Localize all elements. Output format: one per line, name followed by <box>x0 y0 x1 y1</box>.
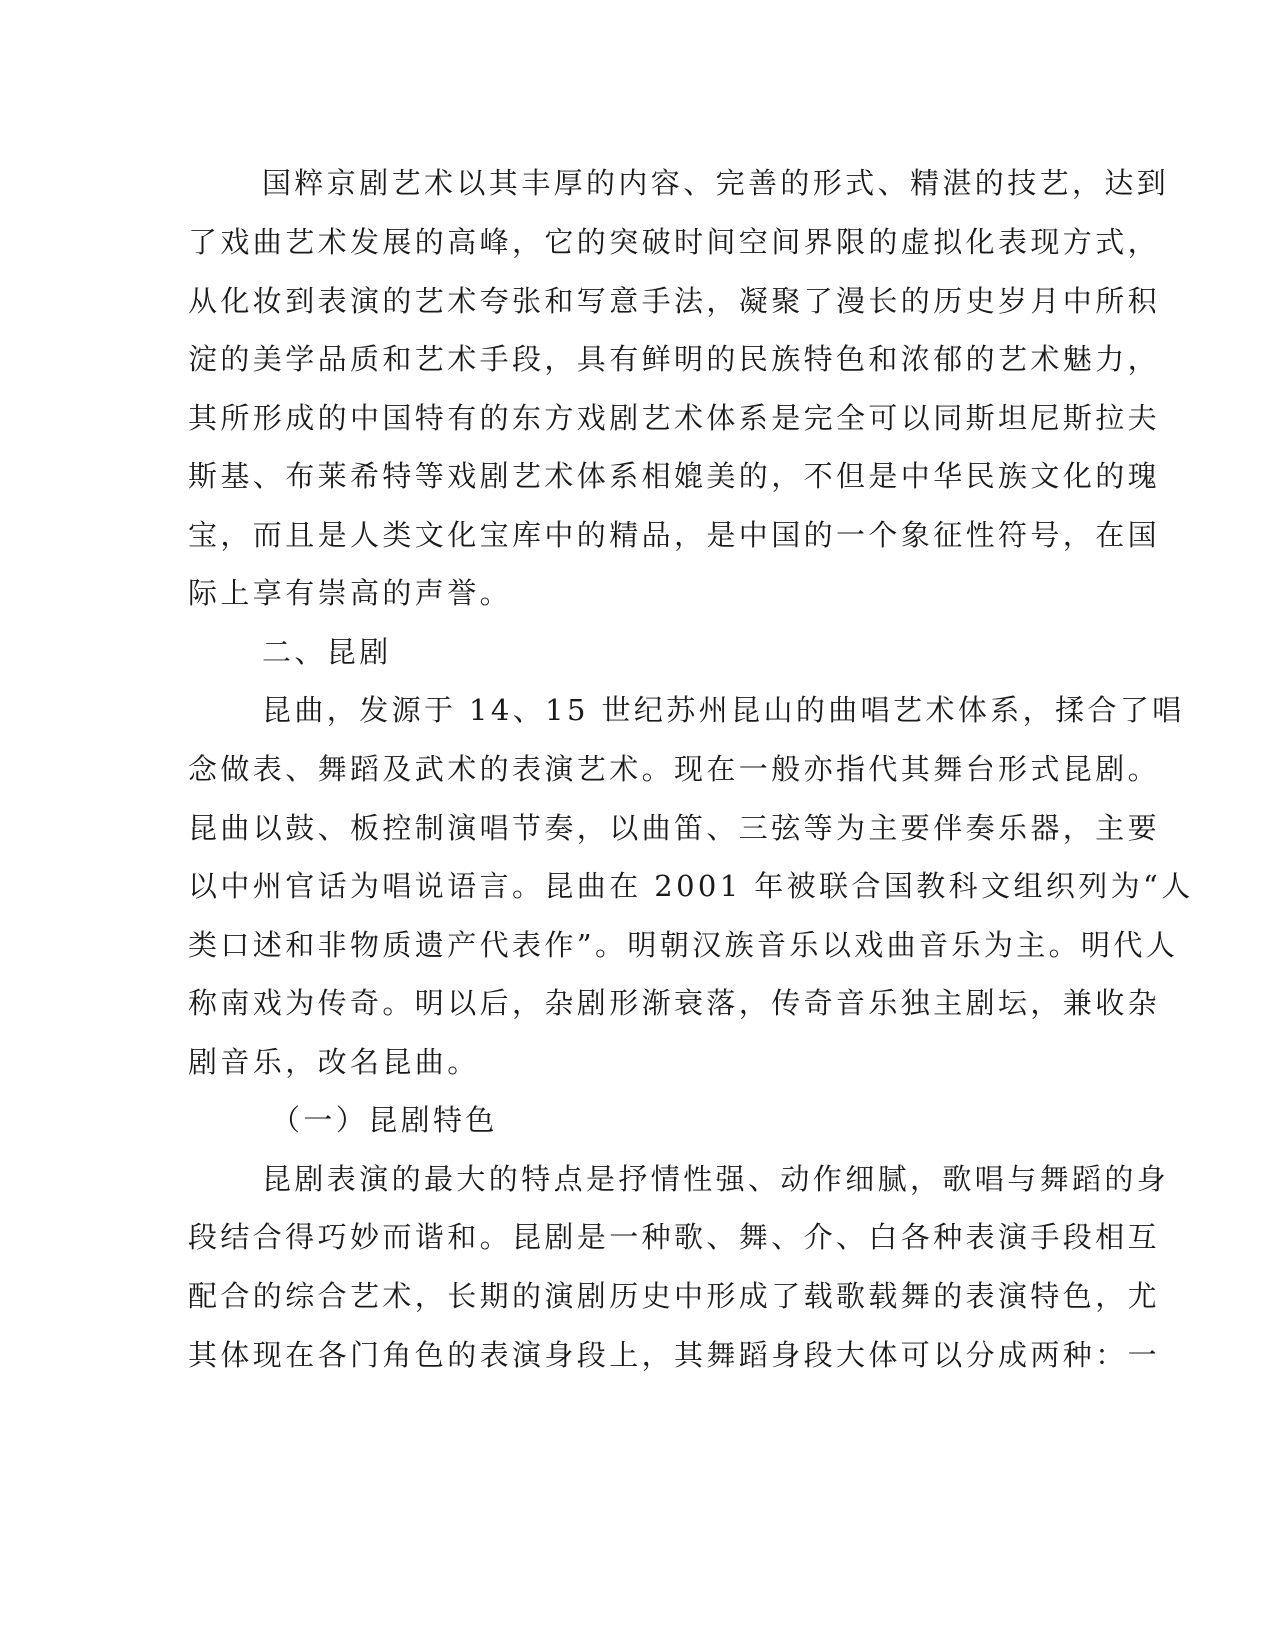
paragraph-line: 斯基、布莱希特等戏剧艺术体系相媲美的，不但是中华民族文化的瑰 <box>188 459 1161 493</box>
paragraph-line: 宝，而且是人类文化宝库中的精品，是中国的一个象征性符号，在国 <box>188 518 1161 552</box>
paragraph-line: 昆曲，发源于 14、15 世纪苏州昆山的曲唱艺术体系，揉合了唱 <box>262 693 1185 727</box>
paragraph-line: 昆剧表演的最大的特点是抒情性强、动作细腻，歌唱与舞蹈的身 <box>262 1162 1170 1196</box>
paragraph-line: 其体现在各门角色的表演身段上，其舞蹈身段大体可以分成两种：一 <box>188 1338 1161 1372</box>
paragraph-line: 念做表、舞蹈及武术的表演艺术。现在一般亦指代其舞台形式昆剧。 <box>188 752 1161 786</box>
paragraph-line: 际上享有崇高的声誉。 <box>188 576 513 610</box>
paragraph-line: 了戏曲艺术发展的高峰，它的突破时间空间界限的虚拟化表现方式， <box>188 225 1161 259</box>
paragraph-line: 类口述和非物质遗产代表作”。明朝汉族音乐以戏曲音乐为主。明代人 <box>188 928 1179 962</box>
paragraph-line: 淀的美学品质和艺术手段，具有鲜明的民族特色和浓郁的艺术魅力， <box>188 342 1161 376</box>
paragraph-line: 配合的综合艺术，长期的演剧历史中形成了载歌载舞的表演特色，尤 <box>188 1279 1161 1313</box>
subsection-heading: （一）昆剧特色 <box>271 1103 498 1137</box>
paragraph-line: 从化妆到表演的艺术夸张和写意手法，凝聚了漫长的历史岁月中所积 <box>188 284 1161 318</box>
paragraph-line: 国粹京剧艺术以其丰厚的内容、完善的形式、精湛的技艺，达到 <box>262 166 1170 200</box>
paragraph-line: 其所形成的中国特有的东方戏剧艺术体系是完全可以同斯坦尼斯拉夫 <box>188 401 1161 435</box>
paragraph-line: 称南戏为传奇。明以后，杂剧形渐衰落，传奇音乐独主剧坛，兼收杂 <box>188 986 1161 1020</box>
paragraph-line: 段结合得巧妙而谐和。昆剧是一种歌、舞、介、白各种表演手段相互 <box>188 1220 1161 1254</box>
paragraph-line: 剧音乐，改名昆曲。 <box>188 1045 480 1079</box>
section-heading: 二、昆剧 <box>262 635 392 669</box>
paragraph-line: 昆曲以鼓、板控制演唱节奏，以曲笛、三弦等为主要伴奏乐器，主要 <box>188 811 1161 845</box>
paragraph-line: 以中州官话为唱说语言。昆曲在 2001 年被联合国教科文组织列为“人 <box>188 869 1194 903</box>
